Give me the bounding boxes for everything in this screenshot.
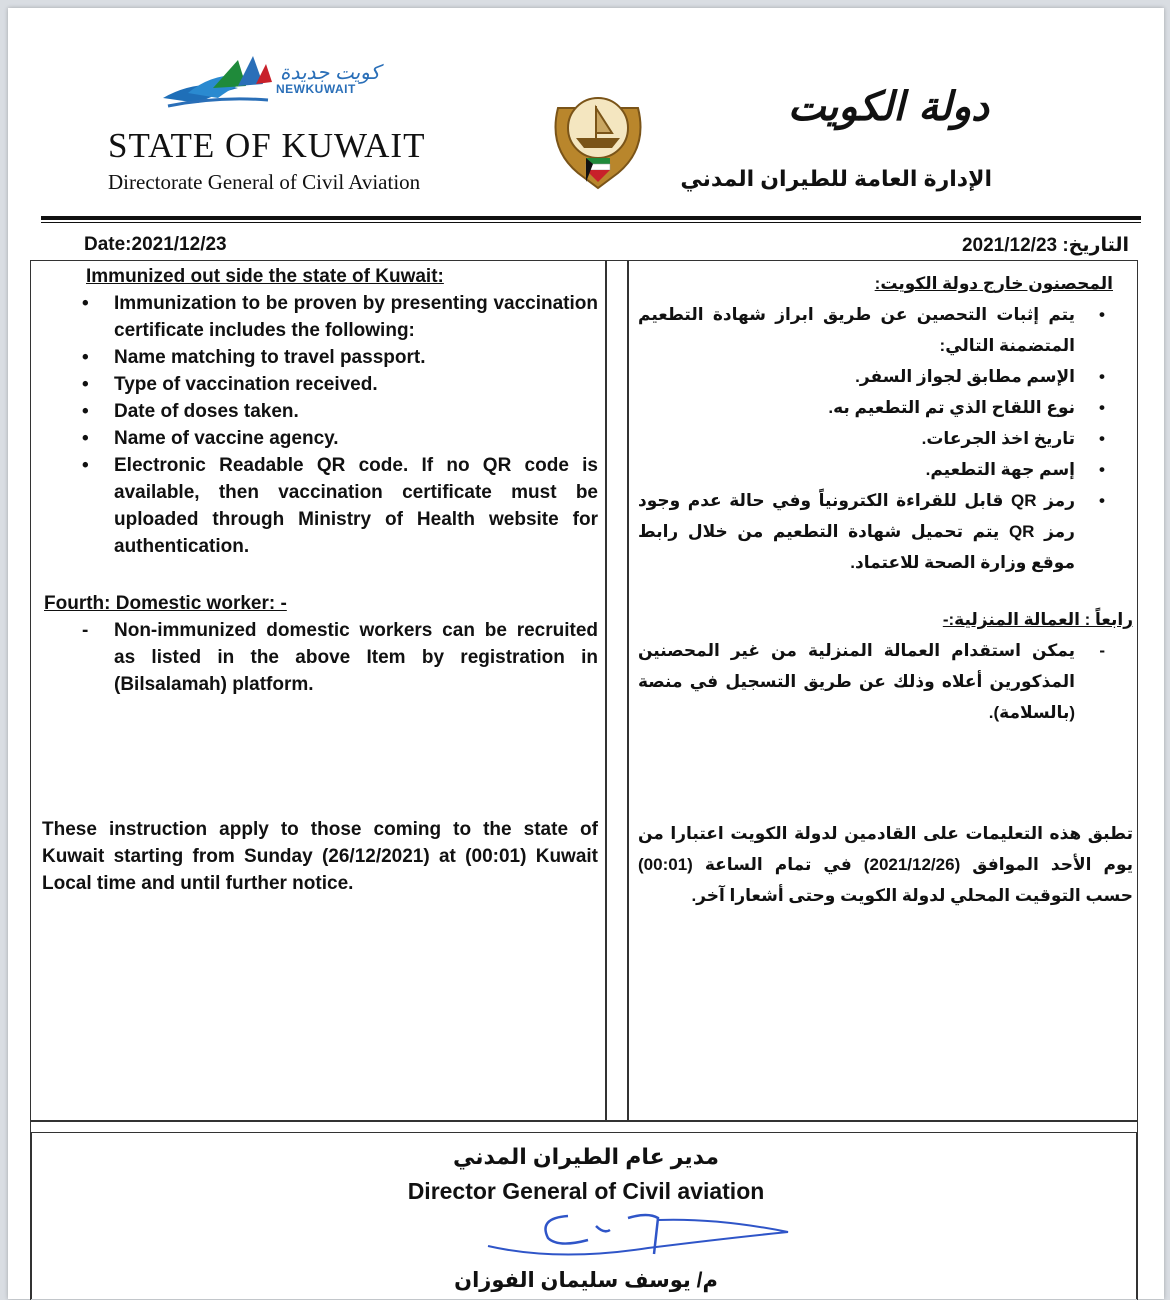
header-rule-thin [41, 222, 1141, 223]
notice-arabic: تطبق هذه التعليمات على القادمين لدولة الكويت اعتبارا من يوم الأحد الموافق (2021/12/26) في تمام الساعة (00:01) حسب التوقيت المحلي لدولة الكويت وحتى أشعارا آخر. [638, 824, 1134, 905]
domestic-heading-arabic: رابعاً : العمالة المنزلية:- [942, 610, 1133, 629]
immunized-heading-arabic: المحصنون خارج دولة الكويت: [874, 274, 1113, 293]
new-kuwait-logo-arabic-text: كويت جديدة [280, 62, 381, 84]
director-title-arabic: مدير عام الطيران المدني [452, 1144, 720, 1169]
list-item: • Immunization to be proven by presenting vaccination certificate includes the following: [38, 290, 598, 344]
list-item: - يمكن استقدام العمالة المنزلية من غير المحصنين المذكورين أعلاه وذلك عن طريق التسجيل في منصة (بالسلامة). [638, 635, 1133, 728]
date-arabic: التاريخ: 2021/12/23 [961, 235, 1129, 256]
new-kuwait-logo-english-text: NEWKUWAIT [276, 82, 356, 96]
list-item: • Electronic Readable QR code. If no QR code is available, then vaccination certificate must be uploaded through Ministry of Health website for authentication. [38, 452, 598, 560]
list-item: • إسم جهة التطعيم. [638, 454, 1133, 485]
header-rule [41, 216, 1141, 220]
signature-box-top-rule [30, 1132, 1138, 1133]
list-item: • تاريخ اخذ الجرعات. [638, 423, 1133, 454]
list-item: • يتم إثبات التحصين عن طريق ابراز شهادة التطعيم المتضمنة التالي: [638, 299, 1133, 361]
domestic-list-arabic [638, 635, 1133, 728]
immunized-heading-english: Immunized out side the state of Kuwait: [86, 266, 444, 287]
list-item: • رمز QR قابل للقراءة الكترونياً وفي حالة عدم وجود رمز QR يتم تحميل شهادة التطعيم من خلال رابط موقع وزارة الصحة للاعتماد. [638, 485, 1133, 578]
directorate-subtitle-english: Directorate General of Civil Aviation [108, 170, 421, 194]
immunized-list-arabic [638, 299, 1133, 578]
list-item: • Type of vaccination received. [38, 371, 598, 398]
kuwait-emblem-icon [538, 78, 658, 198]
list-item: - Non-immunized domestic workers can be recruited as listed in the above Item by registration in (Bilsalamah) platform. [38, 617, 598, 698]
date-english: Date:2021/12/23 [84, 234, 227, 255]
immunized-list-english [38, 290, 598, 560]
directorate-subtitle-arabic: الإدارة العامة للطيران المدني [680, 166, 992, 191]
english-column [38, 263, 598, 897]
handwritten-signature-icon [478, 1204, 798, 1264]
director-title-english: Director General of Civil aviation [407, 1178, 765, 1204]
list-item: • Name matching to travel passport. [38, 344, 598, 371]
state-title-arabic: دولة الكويت [787, 84, 989, 130]
document-page [8, 8, 1164, 1299]
column-divider [627, 260, 629, 1120]
domestic-heading-english: Fourth: Domestic worker: - [44, 593, 287, 614]
domestic-list-english [38, 617, 598, 698]
list-item: • Date of doses taken. [38, 398, 598, 425]
list-item: • الإسم مطابق لجواز السفر. [638, 361, 1133, 392]
state-title-english: STATE OF KUWAIT [108, 126, 426, 165]
arabic-column [638, 268, 1133, 911]
column-divider [605, 260, 607, 1120]
director-name-arabic: م/ يوسف سليمان الفوزان [454, 1269, 718, 1292]
list-item: • نوع اللقاح الذي تم التطعيم به. [638, 392, 1133, 423]
list-item: • Name of vaccine agency. [38, 425, 598, 452]
table-bottom-rule [30, 1120, 1138, 1122]
notice-english: These instruction apply to those coming to the state of Kuwait starting from Sunday (26/12/2021) at (00:01) Kuwait Local time and until further notice. [42, 819, 598, 894]
